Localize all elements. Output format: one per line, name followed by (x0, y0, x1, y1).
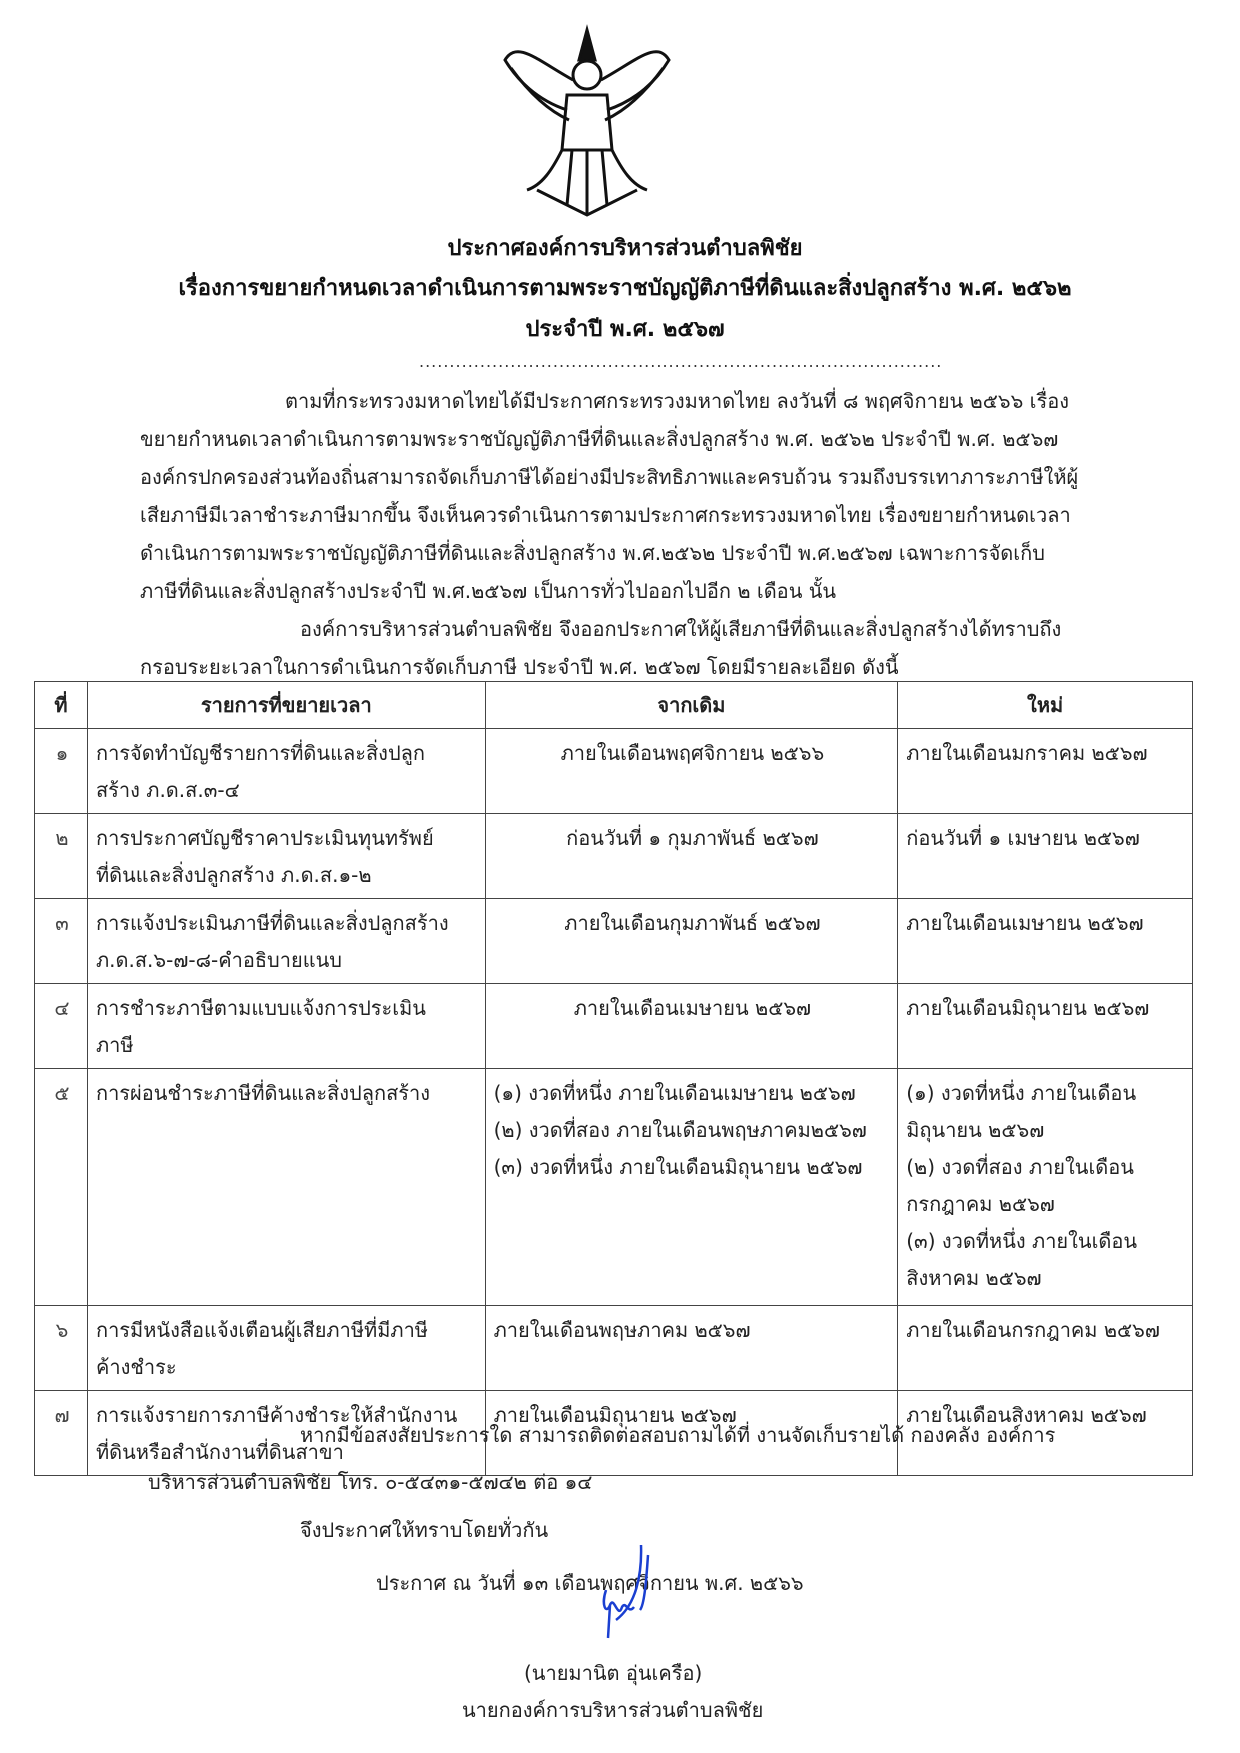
table-row (35, 984, 1193, 1069)
row-new-deadline-line: ก่อนวันที่ ๑ เมษายน ๒๕๖๗ (906, 826, 1140, 850)
row-new-deadline (898, 1306, 1193, 1391)
row-number: ๑ (35, 729, 88, 814)
row-item (87, 814, 485, 899)
header-item: รายการที่ขยายเวลา (87, 682, 485, 729)
body-line: ขยายกำหนดเวลาดำเนินการตามพระราชบัญญัติภาษีที่ดินและสิ่งปลูกสร้าง พ.ศ. ๒๕๖๒ ประจำปี พ.ศ. ๒๕๖๗ (140, 427, 1059, 451)
body-line: กรอบระยะเวลาในการดำเนินการจัดเก็บภาษี ประจำปี พ.ศ. ๒๕๖๗ โดยมีรายละเอียด ดังนี้ (140, 655, 899, 679)
row-item-line: การแจ้งประเมินภาษีที่ดินและสิ่งปลูกสร้าง (95, 911, 449, 935)
row-item-line: ภ.ด.ส.๖-๗-๘-คำอธิบายแนบ (95, 948, 342, 972)
row-number: ๕ (35, 1069, 88, 1306)
contact-line: หากมีข้อสงสัยประการใด สามารถติดต่อสอบถามได้ที่ งานจัดเก็บรายได้ กองคลัง องค์การ (300, 1423, 1056, 1447)
row-new-deadline-line: ภายในเดือนมิถุนายน ๒๕๖๗ (906, 996, 1150, 1020)
row-item-line: การจัดทำบัญชีรายการที่ดินและสิ่งปลูก (95, 741, 426, 765)
schedule-table (34, 681, 1193, 1476)
row-item-line: สร้าง ภ.ด.ส.๓-๔ (95, 778, 240, 802)
row-new-deadline (898, 984, 1193, 1069)
row-new-deadline-line: (๒) งวดที่สอง ภายในเดือน (906, 1155, 1134, 1179)
body-line: ตามที่กระทรวงมหาดไทยได้มีประกาศกระทรวงมหาดไทย ลงวันที่ ๘ พฤศจิกายน ๒๕๖๖ เรื่อง (285, 389, 1069, 413)
body-line: ภาษีที่ดินและสิ่งปลูกสร้างประจำปี พ.ศ.๒๕๖๗ เป็นการทั่วไปออกไปอีก ๒ เดือน นั้น (140, 579, 837, 603)
row-old-deadline (485, 984, 898, 1069)
row-number: ๔ (35, 984, 88, 1069)
announcement-year: ประจำปี พ.ศ. ๒๕๖๗ (525, 317, 725, 342)
row-item-line: การชำระภาษีตามแบบแจ้งการประเมิน (95, 996, 426, 1020)
row-old-deadline-line: ภายในเดือนพฤศจิกายน ๒๕๖๖ (560, 741, 825, 765)
row-item-line: ภาษี (95, 1033, 134, 1057)
row-old-deadline-line: (๑) งวดที่หนึ่ง ภายในเดือนเมษายน ๒๕๖๗ (493, 1081, 856, 1105)
row-new-deadline-line: ภายในเดือนกรกฎาคม ๒๕๖๗ (906, 1318, 1160, 1342)
row-new-deadline-line: มิถุนายน ๒๕๖๗ (906, 1118, 1045, 1142)
row-new-deadline (898, 729, 1193, 814)
body-line: องค์การบริหารส่วนตำบลพิชัย จึงออกประกาศให้ผู้เสียภาษีที่ดินและสิ่งปลูกสร้างได้ทราบถึง (300, 617, 1062, 641)
row-item (87, 899, 485, 984)
signature (596, 1545, 676, 1640)
row-old-deadline-line: (๓) งวดที่หนึ่ง ภายในเดือนมิถุนายน ๒๕๖๗ (493, 1155, 863, 1179)
row-old-deadline-line: (๒) งวดที่สอง ภายในเดือนพฤษภาคม๒๕๖๗ (493, 1118, 867, 1142)
row-item-line: ที่ดินหรือสำนักงานที่ดินสาขา (95, 1440, 344, 1464)
table-row (35, 729, 1193, 814)
announcement-subject: เรื่องการขยายกำหนดเวลาดำเนินการตามพระราชบัญญัติภาษีที่ดินและสิ่งปลูกสร้าง พ.ศ. ๒๕๖๒ (178, 276, 1072, 301)
row-old-deadline-line: ภายในเดือนพฤษภาคม ๒๕๖๗ (493, 1318, 751, 1342)
signer-title: นายกองค์การบริหารส่วนตำบลพิชัย (462, 1698, 764, 1722)
row-new-deadline (898, 814, 1193, 899)
table-row (35, 1306, 1193, 1391)
announcement-title: ประกาศองค์การบริหารส่วนตำบลพิชัย (447, 236, 803, 261)
row-old-deadline-line: ก่อนวันที่ ๑ กุมภาพันธ์ ๒๕๖๗ (566, 826, 819, 850)
row-item-line: ค้างชำระ (95, 1355, 177, 1379)
header-old: จากเดิม (485, 682, 898, 729)
row-item (87, 1306, 485, 1391)
row-item (87, 729, 485, 814)
row-new-deadline-line: ภายในเดือนเมษายน ๒๕๖๗ (906, 911, 1144, 935)
row-item-line: การมีหนังสือแจ้งเตือนผู้เสียภาษีที่มีภาษี (95, 1318, 428, 1342)
garuda-emblem (497, 20, 677, 220)
row-new-deadline-line: ภายในเดือนมกราคม ๒๕๖๗ (906, 741, 1148, 765)
row-new-deadline-line: ภายในเดือนสิงหาคม ๒๕๖๗ (906, 1403, 1147, 1427)
row-new-deadline-line: กรกฎาคม ๒๕๖๗ (906, 1192, 1055, 1216)
row-item-line: การประกาศบัญชีราคาประเมินทุนทรัพย์ (95, 826, 434, 850)
row-old-deadline (485, 1069, 898, 1306)
row-old-deadline (485, 1306, 898, 1391)
row-old-deadline (485, 729, 898, 814)
row-item-line: การแจ้งรายการภาษีค้างชำระให้สำนักงาน (95, 1403, 458, 1427)
body-line: เสียภาษีมีเวลาชำระภาษีมากขึ้น จึงเห็นควรดำเนินการตามประกาศกระทรวงมหาดไทย เรื่องขยายกำหนดเวลา (140, 503, 1071, 527)
row-item (87, 1069, 485, 1306)
row-new-deadline-line: สิงหาคม ๒๕๖๗ (906, 1266, 1042, 1290)
row-old-deadline (485, 814, 898, 899)
body-line: องค์กรปกครองส่วนท้องถิ่นสามารถจัดเก็บภาษีได้อย่างมีประสิทธิภาพและครบถ้วน รวมถึงบรรเทาภาระภาษีให้ผู้ (140, 465, 1079, 489)
row-item-line: ที่ดินและสิ่งปลูกสร้าง ภ.ด.ส.๑-๒ (95, 863, 372, 887)
row-item-line: การผ่อนชำระภาษีที่ดินและสิ่งปลูกสร้าง (95, 1081, 431, 1105)
row-number: ๗ (35, 1391, 88, 1476)
row-old-deadline-line: ภายในเดือนเมษายน ๒๕๖๗ (573, 996, 812, 1020)
row-number: ๖ (35, 1306, 88, 1391)
table-row (35, 899, 1193, 984)
row-old-deadline-line: ภายในเดือนกุมภาพันธ์ ๒๕๖๗ (564, 911, 821, 935)
contact-line: บริหารส่วนตำบลพิชัย โทร. ๐-๕๔๓๑-๕๗๔๒ ต่อ ๑๔ (148, 1470, 593, 1494)
table-row (35, 1069, 1193, 1306)
row-old-deadline-line: ภายในเดือนมิถุนายน ๒๕๖๗ (493, 1403, 737, 1427)
row-new-deadline (898, 899, 1193, 984)
divider: ...................................................................................... (419, 352, 943, 371)
row-new-deadline-line: (๑) งวดที่หนึ่ง ภายในเดือน (906, 1081, 1137, 1105)
header-no: ที่ (35, 682, 88, 729)
row-new-deadline-line: (๓) งวดที่หนึ่ง ภายในเดือน (906, 1229, 1138, 1253)
signer-name: (นายมานิต อุ่นเครือ) (524, 1661, 703, 1685)
notice-line: จึงประกาศให้ทราบโดยทั่วกัน (300, 1518, 549, 1542)
header-new: ใหม่ (898, 682, 1193, 729)
table-header (35, 682, 1193, 729)
row-number: ๓ (35, 899, 88, 984)
body-line: ดำเนินการตามพระราชบัญญัติภาษีที่ดินและสิ่งปลูกสร้าง พ.ศ.๒๕๖๒ ประจำปี พ.ศ.๒๕๖๗ เฉพาะการจัดเก็บ (140, 541, 1045, 565)
row-number: ๒ (35, 814, 88, 899)
table-row (35, 814, 1193, 899)
row-new-deadline (898, 1069, 1193, 1306)
row-item (87, 984, 485, 1069)
announcement-date: ประกาศ ณ วันที่ ๑๓ เดือนพฤศจิกายน พ.ศ. ๒๕๖๖ (376, 1571, 804, 1595)
row-old-deadline (485, 899, 898, 984)
